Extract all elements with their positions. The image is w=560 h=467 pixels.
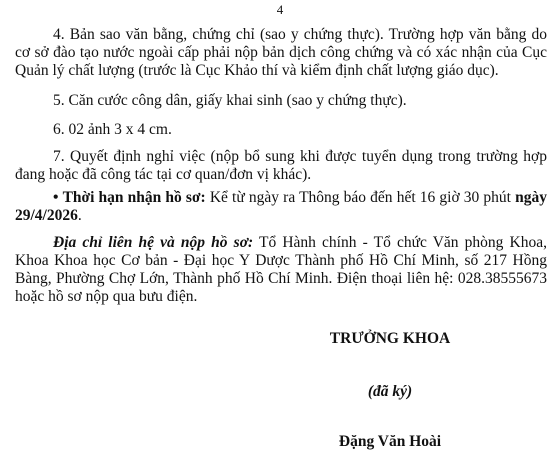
- deadline-label: Thời hạn nhận hồ sơ:: [62, 189, 206, 206]
- item-5-identity: 5. Căn cước công dân, giấy khai sinh (sao y chứng thực).: [53, 92, 407, 109]
- deadline-text: Kể từ ngày ra Thông báo đến hết 16 giờ 30 phút: [205, 189, 516, 206]
- deadline-bullet: •: [53, 189, 59, 206]
- deadline-paragraph: [15, 189, 547, 225]
- signature-name: Đặng Văn Hoài: [338, 433, 442, 450]
- item-6-photos: 6. 02 ảnh 3 x 4 cm.: [53, 121, 172, 138]
- signature-signed-note: (đã ký): [367, 383, 413, 400]
- page-number: 4: [276, 2, 284, 17]
- signature-title: TRƯỞNG KHOA: [329, 330, 451, 347]
- deadline-end: .: [77, 207, 82, 224]
- item-7-resignation: 7. Quyết định nghỉ việc (nộp bổ sung khi được tuyển dụng trong trường hợp đang hoặc đã công tác tại cơ quan/đơn vị khác).: [15, 148, 547, 183]
- contact-label: Địa chỉ liên hệ và nộp hồ sơ:: [53, 234, 254, 251]
- deadline-date: ngày 29/4/2026: [15, 189, 547, 224]
- contact-text: Tổ Hành chính - Tổ chức Văn phòng Khoa, Khoa Khoa học Cơ bản - Đại học Y Dược Thành phố Hồ Chí Minh, số 217 Hồng Bàng, Phường Chợ Lớn, Thành phố Hồ Chí Minh. Điện thoại liên hệ: 028.38555673 hoặc hồ sơ nộp qua bưu điện.: [15, 234, 547, 305]
- contact-paragraph: [15, 234, 547, 306]
- item-4-certificates: 4. Bản sao văn bằng, chứng chỉ (sao y chứng thực). Trường hợp văn bằng do cơ sở đào tạo nước ngoài cấp phải nộp bản dịch công chứng và có xác nhận của Cục Quản lý chất lượng (trước là Cục Khảo thí và kiểm định chất lượng giáo dục).: [15, 26, 547, 79]
